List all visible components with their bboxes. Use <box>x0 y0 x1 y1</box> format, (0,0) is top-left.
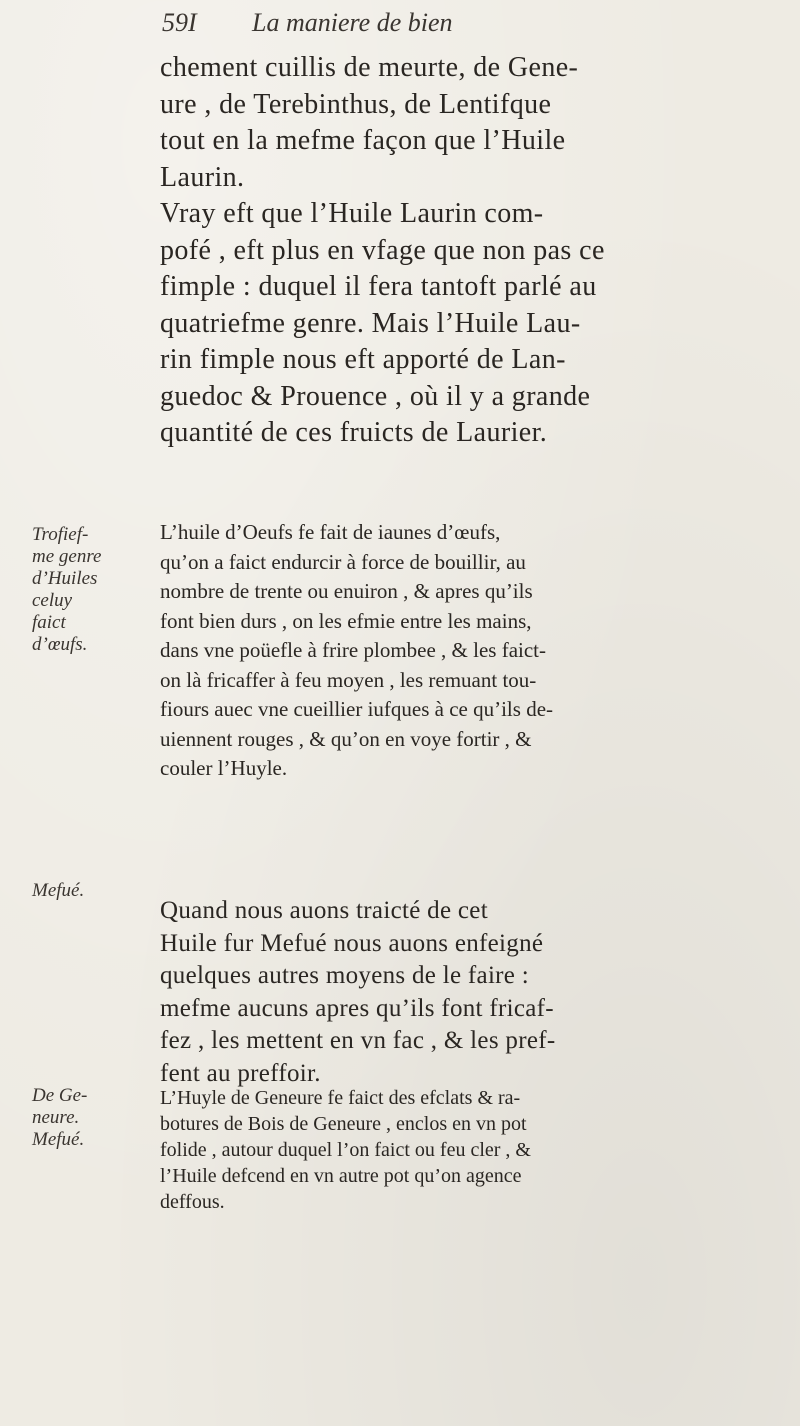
paragraph-huile-geneure: L’Huyle de Geneure fe faict des efclats & ra- botures de Bois de Geneure , enclos en vn pot folide , autour duquel l’on faict ou feu cler , & l’Huile defcend en vn autre pot qu’on agence deffous. <box>160 1087 531 1213</box>
margin-note-mesue: Mefué. <box>32 880 85 901</box>
margin-note-oeufs: Trofief- me genre d’Huiles celuy faict d’œufs. <box>32 524 102 655</box>
paragraph-mesue: Quand nous auons traicté de cet Huile fur Mefué nous auons enfeigné quelques autres moyens de le faire : mefme aucuns apres qu’ils font fricaf- fez , les mettent en vn fac , & les pref- fent au preffoir. <box>160 897 556 1087</box>
paragraph-huile-oeufs: L’huile d’Oeufs fe fait de iaunes d’œufs, qu’on a faict endurcir à force de bouillir, au nombre de trente ou enuiron , & apres qu’ils font bien durs , on les efmie entre les mains, dans vne poüefle à frire plombee , & les faict- on là fricaffer à feu moyen , les remuant tou- fiours auec vne cueillier iufques à ce qu’ils de- uiennent rouges , & qu’on en voye fortir , & couler l’Huyle. <box>160 520 554 780</box>
margin-note-geneure: De Ge- neure. Mefué. <box>32 1085 88 1150</box>
page-number: 59I <box>162 8 197 37</box>
running-title: La maniere de bien <box>252 8 453 37</box>
running-header <box>162 8 722 48</box>
paragraph-laurin: chement cuillis de meurte, de Gene- ure , de Terebinthus, de Lentifque tout en la mefme façon que l’Huile Laurin. Vray eft que l’Huile Laurin com- pofé , eft plus en vfage que non pas ce fimple : duquel il fera tantoft parlé au quatriefme genre. Mais l’Huile Lau- rin fimple nous eft apporté de Lan- guedoc & Prouence , où il y a grande quantité de ces fruicts de Laurier. <box>160 52 605 448</box>
